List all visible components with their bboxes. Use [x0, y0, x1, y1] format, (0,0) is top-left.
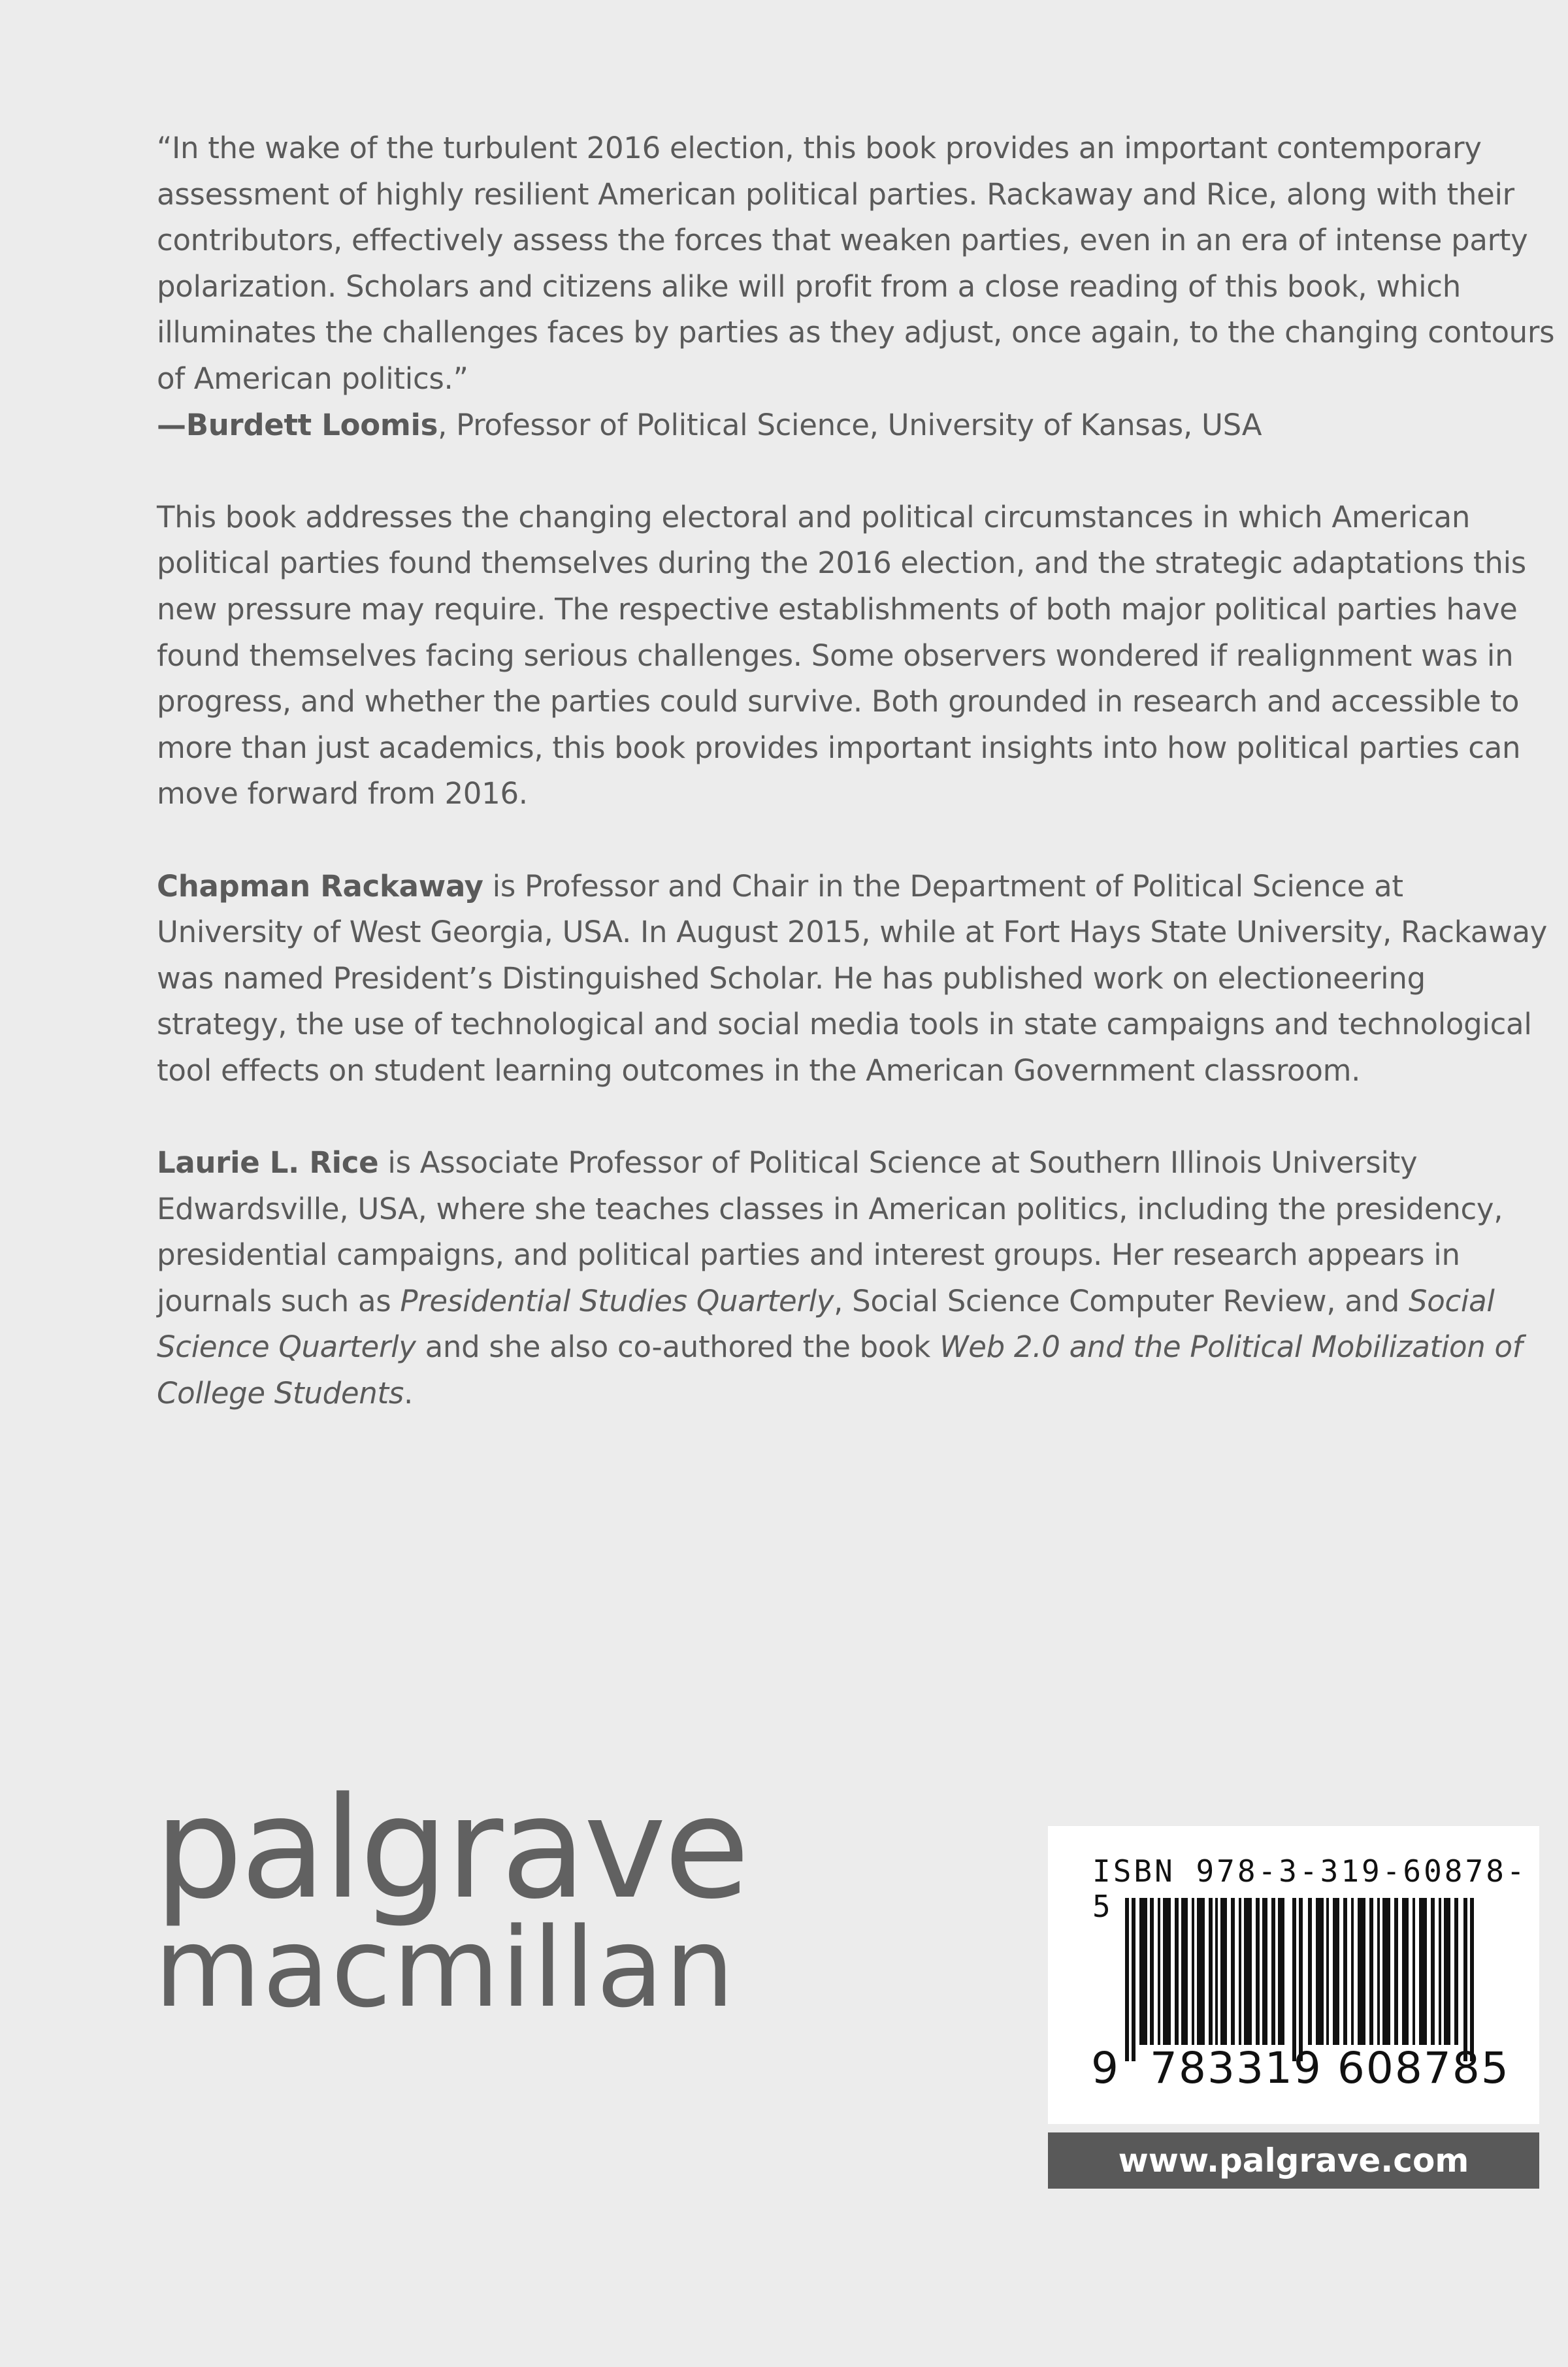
endorsement-attribution — [157, 402, 1555, 449]
publisher-logo-line1: palgrave — [154, 1767, 747, 1930]
back-cover-text — [157, 125, 1555, 1463]
author-name-rice: Laurie L. Rice — [157, 1145, 379, 1181]
isbn-label: ISBN 978-3-319-60878-5 — [1092, 1853, 1527, 1924]
barcode-digits — [1091, 2043, 1510, 2093]
journal-title: Social Science Quarterly — [157, 1283, 1495, 1365]
author-bio-text-rackaway: is Professor and Chair in the Department of Political Science at University of West Georgia, USA. In August 2015, while at Fort Hays State University, Rackaway was named President’s Distinguished Scholar. He has published work on electioneering strategy, the use of technological and social media tools in state campaigns and technological tool effects on student learning outcomes in the American Government classroom. — [157, 868, 1548, 1088]
barcode-icon — [1125, 1898, 1478, 2061]
endorsement-paragraph — [157, 125, 1555, 448]
author-bio-rackaway — [157, 864, 1555, 1094]
barcode-digits-left: 783319 — [1149, 2043, 1322, 2093]
author-bio-text-rice-4: . — [404, 1376, 414, 1411]
publisher-logo — [154, 1767, 747, 2032]
publisher-website: www.palgrave.com — [1048, 2132, 1539, 2189]
author-bio-text-rice-3: and she also co-authored the book — [416, 1330, 940, 1365]
author-bio-rice — [157, 1140, 1555, 1417]
barcode-digit-lead: 9 — [1091, 2043, 1120, 2093]
book-title: Web 2.0 and the Political Mobilization of College Students — [157, 1330, 1523, 1411]
book-description: This book addresses the changing electoral and political circumstances in which American political parties found themselves during the 2016 election, and the strategic adaptations this new pressure may require. The respective establishments of both major political parties have found themselves facing serious challenges. Some observers wondered if realignment was in progress, and whether the parties could survive. Both grounded in research and accessible to more than just academics, this book provides important insights into how political parties can move forward from 2016. — [157, 499, 1526, 811]
endorsement-quote: “In the wake of the turbulent 2016 election, this book provides an important contemporary assessment of highly resilient American political parties. Rackaway and Rice, along with their contributors, effectively assess the forces that weaken parties, even in an era of intense party polarization. Scholars and citizens alike will profit from a close reading of this book, which illuminates the challenges faces by parties as they adjust, once again, to the changing contours of American politics.” — [157, 131, 1555, 396]
endorser-title: , Professor of Political Science, University of Kansas, USA — [438, 407, 1262, 442]
author-name-rackaway: Chapman Rackaway — [157, 868, 483, 904]
endorser-name: —Burdett Loomis — [157, 407, 438, 442]
journal-title: Presidential Studies Quarterly — [400, 1283, 834, 1318]
author-bio-text-rice-2: , Social Science Computer Review, and — [834, 1283, 1409, 1318]
author-bio-text-rice: is Associate Professor of Political Science at Southern Illinois University Edwardsville, USA, where she teaches classes in American politics, including the presidency, presidential campaigns, and political parties and interest groups. Her research appears in journals such as — [157, 1145, 1503, 1318]
barcode-digits-right: 608785 — [1337, 2043, 1510, 2093]
publisher-logo-line2: macmillan — [154, 1904, 736, 2032]
barcode-panel — [1048, 1826, 1539, 2124]
